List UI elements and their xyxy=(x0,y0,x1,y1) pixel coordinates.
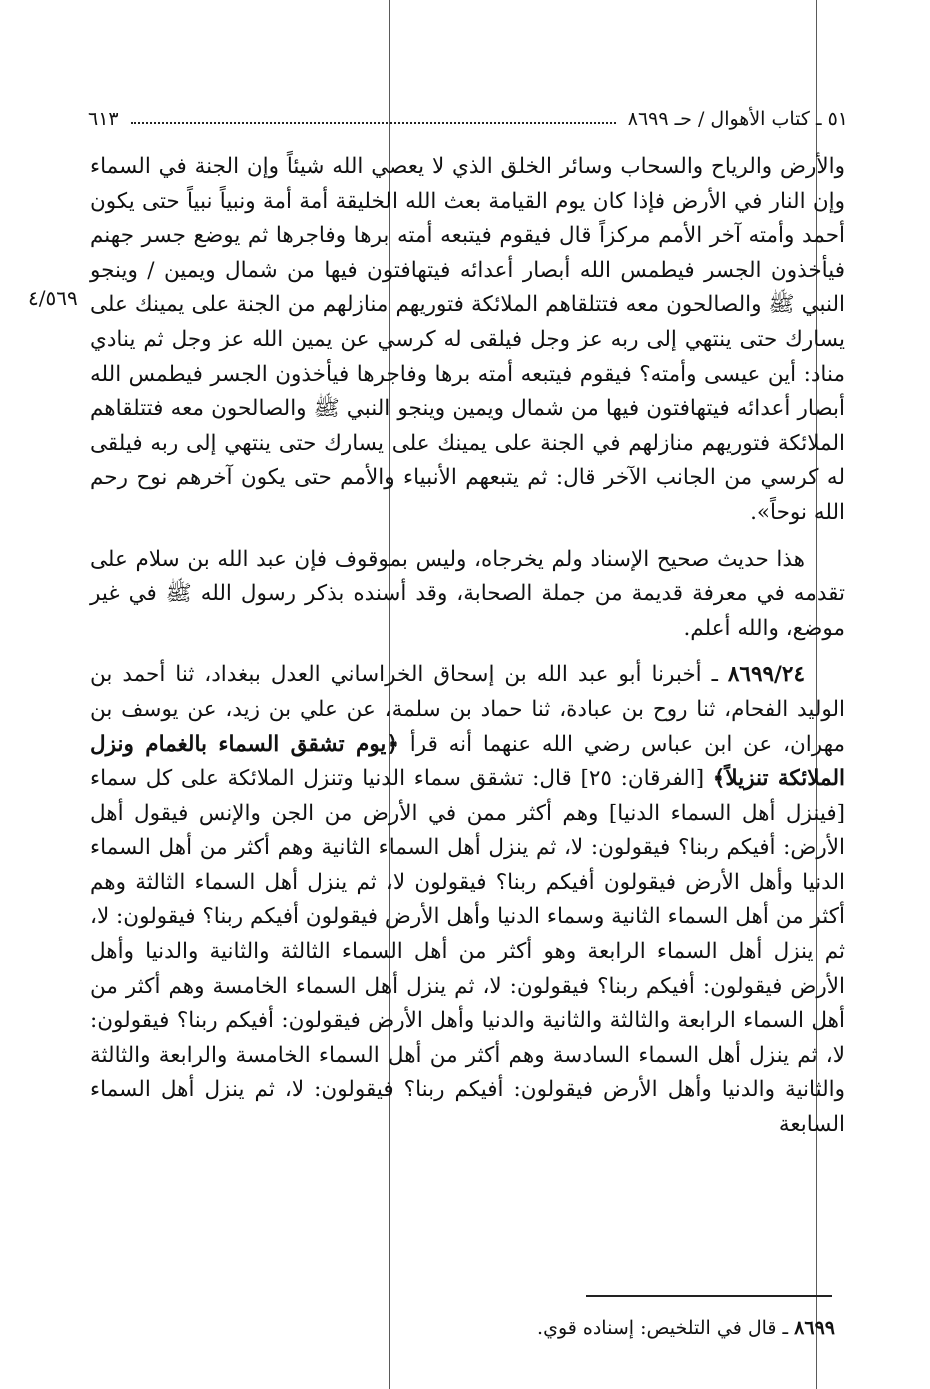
footnote-text: ـ قال في التلخيص: إسناده قوي. xyxy=(537,1317,795,1339)
paragraph-hadith xyxy=(90,658,845,1142)
header-dotted-leader xyxy=(131,122,616,124)
paragraph-hadith-continuation: والأرض والرياح والسحاب وسائر الخلق الذي لا يعصي الله شيئاً وإن الجنة في السماء وإن النار في الأرض فإذا كان يوم القيامة بعث الله الخليقة أمة أمة ونبياً نبياً حتى يكون أحمد وأمته آخر الأمم مركزاً قال فيقوم فيتبعه أمته برها وفاجرها ثم يوضع جسر جهنم فيأخذون الجسر فيطمس الله أبصار أعدائه فيتهافتون فيها من شمال ويمين / وينجو النبي ﷺ والصالحون معه فتتلقاهم الملائكة فتوريهم منازلهم من الجنة على يمينك على يسارك حتى ينتهي إلى ربه عز وجل فيلقى له كرسي عن يمين الله عز وجل ثم ينادي مناد: أين عيسى وأمته؟ فيقوم فيتبعه أمته برها وفاجرها فيأخذون الجسر فيطمس الله أبصار أعدائه فيتهافتون فيها من شمال ويمين وينجو النبي ﷺ والصالحون معه فتتلقاهم الملائكة فتوريهم منازلهم في الجنة على يمينك على يسارك حتى ينتهي إلى ربه فيلقى له كرسي من الجانب الآخر قال: ثم يتبعهم الأنبياء والأمم حتى يكون آخرهم نوح رحم الله نوحاً». xyxy=(90,154,845,525)
hadith-matn: [الفرقان: ٢٥] قال: تشقق سماء الدنيا وتنزل الملائكة على كل سماء [فينزل أهل السماء الدنيا] وهم أكثر ممن في الأرض من الجن والإنس فيقول أهل الأرض: أفيكم ربنا؟ فيقولون: لا، ثم ينزل أهل السماء الثانية وهم أكثر من أهل السماء الدنيا وأهل الأرض فيقولون أفيكم ربنا؟ فيقولون لا، ثم ينزل أهل السماء الثالثة وهم أكثر من أهل السماء الثانية وسماء الدنيا وأهل الأرض فيقولون أفيكم ربنا؟ فيقولون: لا، ثم ينزل أهل السماء الرابعة وهو أكثر من أهل السماء الثالثة والثانية والدنيا وأهل الأرض فيقولون: أفيكم ربنا؟ فيقولون: لا، ثم ينزل أهل السماء الخامسة وهم أكثر من أهل السماء الرابعة والثالثة والثانية والدنيا وأهل الأرض فيقولون: أفيكم ربنا؟ فيقولون: لا، ثم ينزل أهل السماء السادسة وهم أكثر من أهل السماء الخامسة والرابعة والثالثة والثانية والدنيا وأهل الأرض فيقولون: أفيكم ربنا؟ فيقولون: لا، ثم ينزل أهل السماء السابعة xyxy=(90,766,845,1138)
footnote-separator xyxy=(586,1295,832,1297)
footnote xyxy=(400,1314,835,1342)
page-number: ٦١٣ xyxy=(88,108,119,130)
hadith-isnad: ـ أخبرنا أبو عبد الله بن إسحاق الخراساني العدل ببغداد، ثنا أحمد بن الوليد الفحام، ثنا روح بن عبادة، ثنا حماد بن سلمة، عن علي بن زيد، عن يوسف بن مهران، عن ابن عباس رضي الله عنهما أنه قرأ xyxy=(90,662,845,757)
quran-verse: ﴿يوم تشقق السماء بالغمام ونزل الملائكة تنزيلاً﴾ xyxy=(90,731,845,792)
hadith-number: ٨٦٩٩/٢٤ xyxy=(727,662,805,688)
margin-reference: ٤/٥٦٩ xyxy=(28,286,78,310)
page-header xyxy=(88,102,848,136)
running-title: ٥١ ـ كتاب الأهوال / حـ ٨٦٩٩ xyxy=(627,108,848,130)
main-text xyxy=(90,150,845,1143)
paragraph-commentary: هذا حديث صحيح الإسناد ولم يخرجاه، وليس بموقوف فإن عبد الله بن سلام على تقدمه في معرفة قديمة من جملة الصحابة، وقد أسنده بذكر رسول الله ﷺ في غير موضع، والله أعلم. xyxy=(90,546,845,641)
footnote-number: ٨٦٩٩ xyxy=(794,1317,835,1339)
